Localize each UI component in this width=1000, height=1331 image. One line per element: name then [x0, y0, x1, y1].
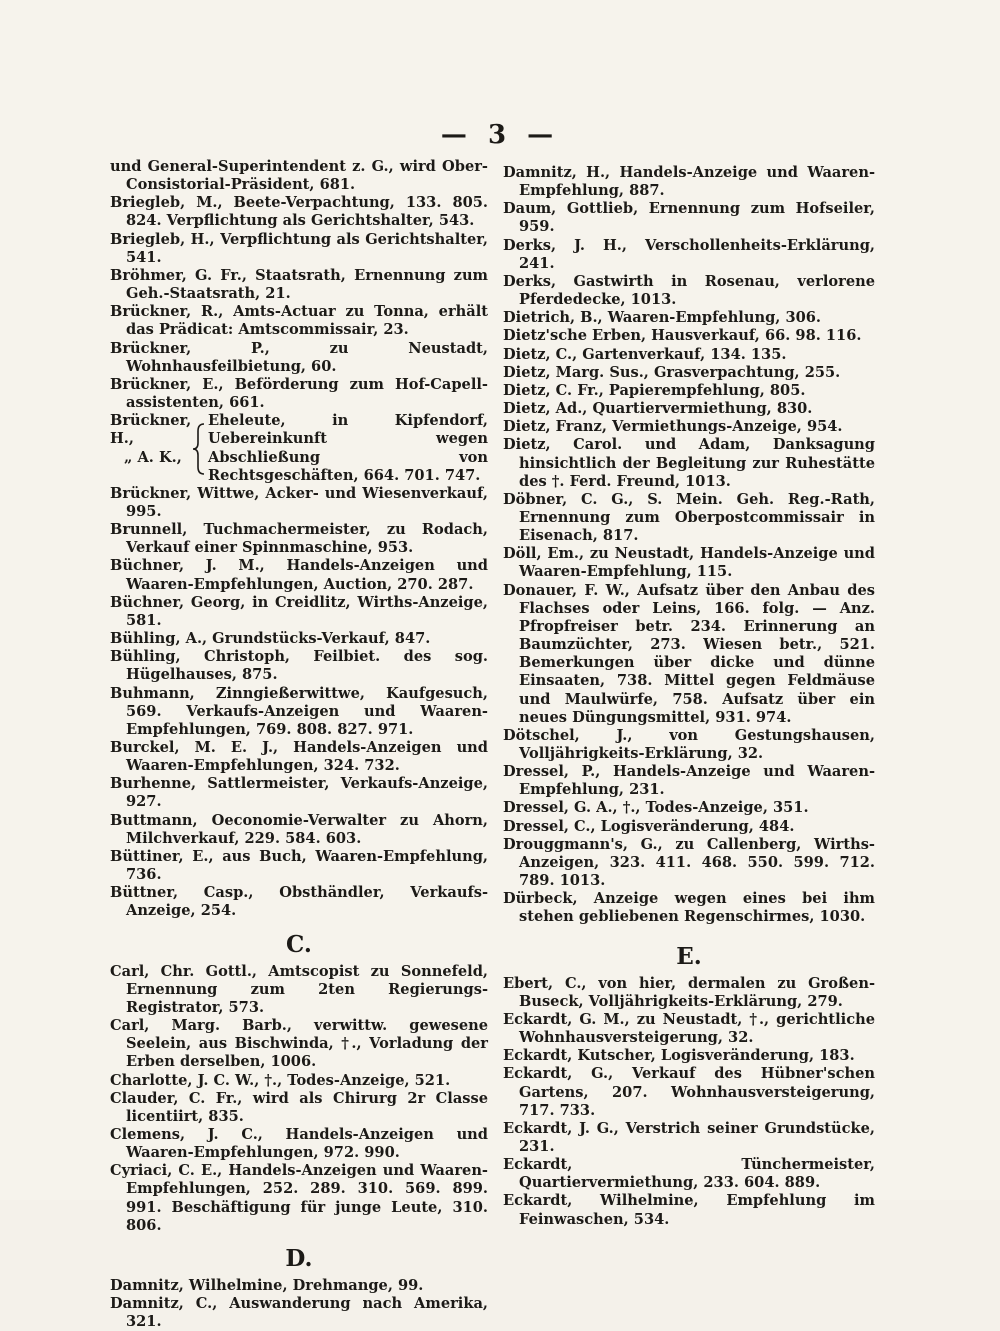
index-entry: Eckardt, G., Verkauf des Hübner'schen Gartens, 207. Wohnhausversteigerung, 717. 733.	[503, 1065, 875, 1119]
index-entry: Döll, Em., zu Neustadt, Handels-Anzeige und Waaren-Empfehlung, 115.	[503, 545, 875, 581]
brace-text: Eheleute, in Kipfendorf, Uebereinkunft wegen Abschließung von Rechtsgeschäften, 664. 701. 747.	[208, 412, 488, 484]
index-entry: Brückner, E., Beförderung zum Hof-Capell-assistenten, 661.	[110, 375, 488, 412]
entries-d	[110, 1277, 488, 1331]
index-entry: Büchner, J. M., Handels-Anzeigen und Waaren-Empfehlungen, Auction, 270. 287.	[110, 557, 488, 593]
brace-entry	[110, 412, 488, 485]
index-entry: Eckardt, Kutscher, Logisveränderung, 183.	[503, 1047, 855, 1065]
index-entry: Buttmann, Oeconomie-Verwalter zu Ahorn, Milchverkauf, 229. 584. 603.	[110, 811, 488, 847]
index-entry: Brückner, Wittwe, Acker- und Wiesenverkauf, 995.	[110, 484, 488, 520]
index-entry: Buhmann, Zinngießerwittwe, Kaufgesuch, 569. Verkaufs-Anzeigen und Waaren-Empfehlungen, 769. 808. 827. 971.	[110, 684, 488, 738]
index-entry: Bühling, A., Grundstücks-Verkauf, 847.	[110, 630, 431, 648]
index-entry: Cyriaci, C. E., Handels-Anzeigen und Waaren-Empfehlungen, 252. 289. 310. 569. 899. 991. Beschäftigung für junge Leute, 310. 806.	[110, 1162, 488, 1234]
index-entry: Donauer, F. W., Aufsatz über den Anbau des Flachses oder Leins, 166. folg. — Anz. Pfropfreiser betr. 234. Erinnerung an Baumzüchter, 273. Wiesen betr., 521. Bemerkungen über dicke und dünne Einsaaten, 738. Mittel gegen Feldmäuse und Maulwürfe, 758. Aufsatz über ein neues Düngungsmittel, 931. 974.	[503, 581, 875, 726]
brace-names	[110, 412, 190, 485]
index-entry: Daum, Gottlieb, Ernennung zum Hofseiler, 959.	[503, 200, 875, 236]
entries-c	[110, 963, 488, 1235]
right-column	[503, 164, 875, 1229]
entries-b-continued	[110, 485, 488, 921]
index-entry: Derks, J. H., Verschollenheits-Erklärung, 241.	[503, 236, 875, 272]
entries-b	[110, 158, 488, 412]
entries-e	[503, 975, 875, 1229]
brace-icon	[190, 412, 208, 485]
index-entry: Clauder, C. Fr., wird als Chirurg 2r Classe licentiirt, 835.	[110, 1089, 488, 1125]
index-entry: Brückner, R., Amts-Actuar zu Tonna, erhält das Prädicat: Amtscommissair, 23.	[110, 303, 488, 339]
index-entry: Dietz, Carol. und Adam, Danksagung hinsichtlich der Begleitung zur Ruhestätte des †. Ferd. Freund, 1013.	[503, 436, 875, 490]
left-column	[110, 158, 488, 1331]
index-entry: Briegleb, H., Verpflichtung als Gerichtshalter, 541.	[110, 230, 488, 266]
index-entry: Brunnell, Tuchmachermeister, zu Rodach, Verkauf einer Spinnmaschine, 953.	[110, 521, 488, 557]
index-entry: Eckardt, G. M., zu Neustadt, †., gerichtliche Wohnhausversteigerung, 32.	[503, 1010, 875, 1047]
index-entry: Carl, Marg. Barb., verwittw. gewesene Seelein, aus Bischwinda, †., Vorladung der Erben derselben, 1006.	[110, 1017, 488, 1071]
index-entry: Döbner, C. G., S. Mein. Geh. Reg.-Rath, Ernennung zum Oberpostcommissair in Eisenach, 817.	[503, 490, 875, 545]
index-entry: Drouggmann's, G., zu Callenberg, Wirths-Anzeigen, 323. 411. 468. 550. 599. 712. 789. 1013.	[503, 835, 875, 890]
index-entry: Dietz, Ad., Quartiervermiethung, 830.	[503, 400, 813, 418]
index-entry: Briegleb, M., Beete-Verpachtung, 133. 805. 824. Verpflichtung als Gerichtshalter, 543.	[110, 194, 488, 230]
index-entry: Dressel, P., Handels-Anzeige und Waaren-Empfehlung, 231.	[503, 763, 875, 799]
brace-name-2: „ A. K.,	[124, 448, 182, 466]
index-entry: Dietz, C. Fr., Papierempfehlung, 805.	[503, 381, 806, 399]
index-entry: Derks, Gastwirth in Rosenau, verlorene Pferdedecke, 1013.	[503, 272, 875, 309]
index-entry: Dressel, C., Logisveränderung, 484.	[503, 817, 795, 835]
index-entry: Burhenne, Sattlermeister, Verkaufs-Anzeige, 927.	[110, 775, 488, 811]
index-entry: Damnitz, C., Auswanderung nach Amerika, 321.	[110, 1295, 488, 1331]
index-entry: Dötschel, J., von Gestungshausen, Volljährigkeits-Erklärung, 32.	[503, 726, 875, 762]
index-entry: Dressel, G. A., †., Todes-Anzeige, 351.	[503, 799, 809, 817]
index-entry: Dietz, Franz, Vermiethungs-Anzeige, 954.	[503, 418, 843, 436]
index-entry: Damnitz, Wilhelmine, Drehmange, 99.	[110, 1276, 424, 1294]
index-entry: Damnitz, H., Handels-Anzeige und Waaren-Empfehlung, 887.	[503, 164, 875, 200]
index-entry: Bühling, Christoph, Feilbiet. des sog. Hügelhauses, 875.	[110, 648, 488, 684]
section-letter-c: C.	[286, 930, 312, 958]
section-letter-d: D.	[285, 1244, 313, 1272]
index-entry: Büttner, Casp., Obsthändler, Verkaufs-Anzeige, 254.	[110, 884, 488, 920]
index-entry: Eckardt, Tünchermeister, Quartiervermiethung, 233. 604. 889.	[503, 1156, 875, 1192]
index-entry: und General-Superintendent z. G., wird Ober-Consistorial-Präsident, 681.	[110, 158, 488, 194]
index-entry: Carl, Chr. Gottl., Amtscopist zu Sonnefeld, Ernennung zum 2ten Regierungs-Registrator, 573.	[110, 962, 488, 1016]
section-letter-e: E.	[676, 942, 702, 970]
page-number: — 3 —	[440, 120, 560, 150]
index-entry: Büchner, Georg, in Creidlitz, Wirths-Anzeige, 581.	[110, 593, 488, 629]
index-entry: Eckardt, J. G., Verstrich seiner Grundstücke, 231.	[503, 1119, 875, 1155]
index-entry: Dietz, C., Gartenverkauf, 134. 135.	[503, 345, 787, 363]
index-entry: Dürbeck, Anzeige wegen eines bei ihm stehen gebliebenen Regenschirmes, 1030.	[503, 890, 875, 926]
index-entry: Brückner, P., zu Neustadt, Wohnhausfeilbietung, 60.	[110, 339, 488, 375]
index-entry: Bröhmer, G. Fr., Staatsrath, Ernennung zum Geh.-Staatsrath, 21.	[110, 266, 488, 303]
index-entry: Eckardt, Wilhelmine, Empfehlung im Feinwaschen, 534.	[503, 1192, 875, 1228]
index-entry: Büttiner, E., aus Buch, Waaren-Empfehlung, 736.	[110, 847, 488, 884]
index-entry: Ebert, C., von hier, dermalen zu Großen-Buseck, Volljährigkeits-Erklärung, 279.	[503, 974, 875, 1010]
index-entry: Burckel, M. E. J., Handels-Anzeigen und Waaren-Empfehlungen, 324. 732.	[110, 739, 488, 775]
entries-d-continued	[503, 164, 875, 927]
index-entry: Dietz'sche Erben, Hausverkauf, 66. 98. 116.	[503, 327, 862, 345]
brace-name-1: Brückner, H.,	[110, 412, 192, 448]
index-entry: Dietrich, B., Waaren-Empfehlung, 306.	[503, 309, 821, 327]
index-entry: Charlotte, J. C. W., †., Todes-Anzeige, 521.	[110, 1071, 451, 1089]
index-entry: Dietz, Marg. Sus., Grasverpachtung, 255.	[503, 363, 841, 381]
index-entry: Clemens, J. C., Handels-Anzeigen und Waaren-Empfehlungen, 972. 990.	[110, 1125, 488, 1162]
